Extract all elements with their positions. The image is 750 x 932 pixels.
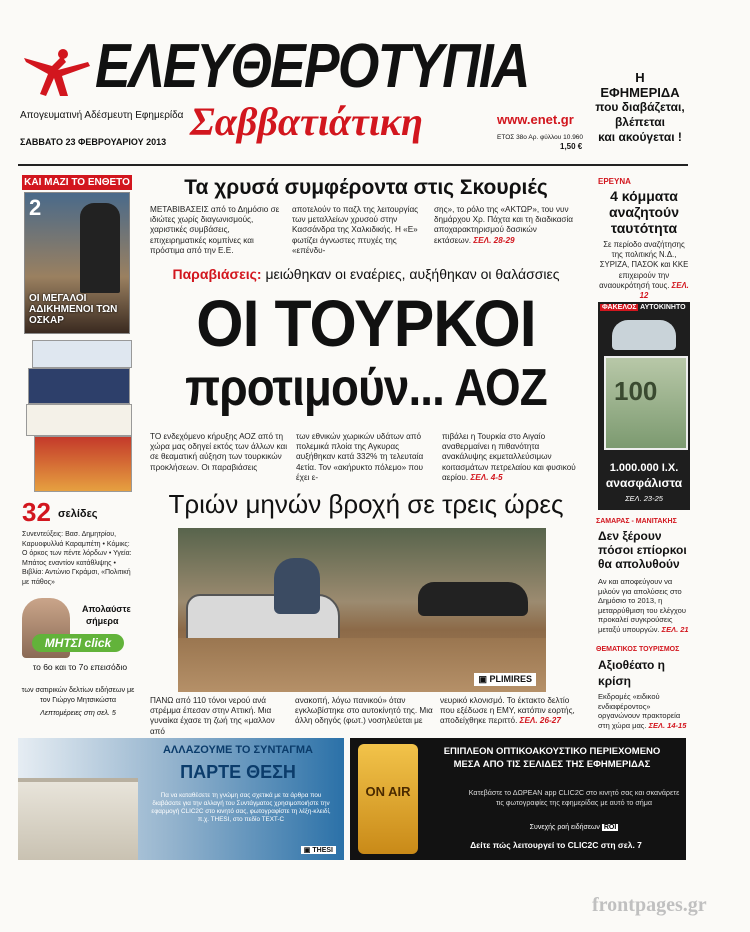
s2-title2: ανασφάλιστα	[605, 476, 683, 490]
issue-date: ΣΑΒΒΑΤΟ 23 ΦΕΒΡΟΥΑΡΙΟΥ 2013	[20, 137, 167, 147]
flood-photo	[178, 528, 546, 692]
ad1-title2: ΠΑΡΤΕ ΘΕΣΗ	[180, 762, 296, 782]
lead-kicker	[150, 265, 582, 283]
banknote	[604, 356, 688, 450]
stacked-insert-3	[26, 404, 132, 436]
click-line2: σήμερα	[86, 616, 119, 626]
insert-header: ΚΑΙ ΜΑΖΙ ΤΟ ΕΝΘΕΤΟ	[22, 175, 132, 190]
top-col1: ΜΕΤΑΒΙΒΑΣΕΙΣ από το Δημόσιο σε ιδιώτες χωρίς διαγωνισμούς, χαριστικές συμβάσεις, επιχειρηματικές κομπίνες και πρόστιμα από την Ε.Ε.	[150, 205, 280, 255]
click-line1: Απολαύστε	[82, 604, 131, 614]
insert-cover-stack	[22, 192, 134, 497]
lead-headline-1: ΟΙ ΤΟΥΡΚΟΙ	[196, 286, 536, 360]
ad-constitution	[18, 738, 344, 860]
click-logo: ΜΗΤΣΙ click	[32, 634, 124, 652]
insert-cover	[24, 192, 130, 334]
flood-dark-car	[418, 582, 528, 616]
photo-headline: Τριών μηνών βροχή σε τρεις ώρες	[168, 489, 564, 519]
ad1-tag	[301, 846, 336, 854]
s2-label-red: ΦΑΚΕΛΟΣ	[602, 304, 637, 311]
s2-title1: 1.000.000 Ι.Χ.	[609, 462, 679, 474]
onair-text: ON AIR	[365, 784, 411, 799]
tagline: Απογευματινή Αδέσμευτη Εφημερίδα	[20, 110, 184, 121]
stacked-insert-1	[32, 340, 132, 368]
lead-ref: ΣΕΛ. 4-5	[470, 472, 503, 482]
s2-label-2: ΑΥΤΟΚΙΝΗΤΟ	[640, 304, 686, 311]
onair-sign	[358, 744, 418, 854]
photo-col1: ΠΑΝΩ από 110 τόνοι νερού ανά στρέμμα έπεσαν στην Αττική. Μια γυναίκα έχασε τη ζωή της «μαλλον από	[150, 696, 275, 736]
right-s4-text	[598, 692, 690, 732]
pages-label: σελίδες	[58, 508, 98, 520]
right-s3-title: Δεν ξέρουν πόσοι επίορκοι θα απολυθούν	[598, 529, 687, 571]
lead-col3-text: πιβάλει η Τουρκία στο Αιγαίο αναθερμαίνει η πιθανότητα ανακάλυψης εκμεταλλεύσιμων κοιτασμάτων πετρελαίου και φυσικού αερίου.	[442, 432, 576, 482]
promo-line4: και ακούγεται !	[598, 130, 682, 144]
photo-col3	[440, 696, 580, 730]
insert-number: 2	[29, 195, 42, 220]
right-s1-label: ΕΡΕΥΝΑ	[598, 177, 631, 186]
kicker-text: μειώθηκαν οι εναέριες, αυξήθηκαν οι θαλάσσιες	[265, 266, 560, 282]
s2-ref: ΣΕΛ. 23-25	[625, 494, 663, 503]
lead-col3	[442, 432, 582, 482]
ad2-title1: ΕΠΙΠΛΕΟΝ ΟΠΤΙΚΟΑΚΟΥΣΤΙΚΟ ΠΕΡΙΕΧΟΜΕΝΟ	[443, 746, 661, 757]
lead-col1: ΤΟ ενδεχόμενο κήρυξης ΑΟΖ από τη χώρα μας οδηγεί εκτός των άλλων και σε θεαματική αύξηση των τουρκικών προκλήσεων. Οι παραβιάσεις	[150, 432, 288, 472]
top-headline: Τα χρυσά συμφέροντα στις Σκουριές	[184, 176, 548, 199]
photo-ref: ΣΕΛ. 26-27	[519, 716, 561, 726]
kicker-label: Παραβιάσεις:	[172, 266, 262, 282]
masthead-subtitle: Σαββατιάτικη	[190, 99, 424, 144]
promo-line1: Η ΕΦΗΜΕΡΙΔΑ	[600, 70, 680, 100]
right-s1-title: 4 κόμματα αναζητούν ταυτότητα	[608, 188, 679, 236]
car-illustration	[612, 320, 676, 350]
right-s1-body: Σε περίοδο αναζήτησης της πολιτικής Ν.Δ., ΣΥΡΙΖΑ, ΠΑΣΟΚ και ΚΚΕ επιχειρούν την αναουκρότησή τους.	[599, 240, 689, 290]
price: 1,50 €	[560, 142, 583, 151]
right-s4-ref: ΣΕΛ. 14-15	[648, 720, 687, 730]
pages-text: Συνεντεύξεις: Βασ. Δημητρίου, Καρυοφυλλιά Καραμπέτη • Κόμικς: Ο όρκος των πέντε λόρδων • Υγεία: Μπάτος εναντίον κατάθλιψης • Βιβλία: Αντώνιο Γκράμσι, «Πολιτική με πάθος»	[22, 531, 132, 586]
ad-onair	[350, 738, 686, 860]
right-s1-ref: ΣΕΛ. 12	[639, 280, 689, 301]
masthead-logo-figure	[22, 48, 94, 98]
ad2-roi-tag: ROI	[603, 824, 617, 831]
ad2-text: Κατεβάστε το ΔΩΡΕΑΝ app CLIC2C στο κινητό σας και σκανάρετε τις φωτογραφίες της εφημερίδας με αυτό το σήμα	[468, 788, 680, 807]
ad2-roi-text: Συνεχής ροή ειδήσεων	[529, 824, 600, 831]
lead-headline-2: προτιμούν... ΑΟΖ	[185, 359, 547, 417]
right-s3-label: ΣΑΜΑΡΑΣ - ΜΑΝΙΤΑΚΗΣ	[596, 518, 677, 525]
right-s1-text	[598, 240, 690, 301]
ad2-roi	[468, 824, 680, 831]
clic-icon: ▣	[303, 847, 311, 854]
click-episodes: το 6ο και το 7ο επεισόδιο	[32, 662, 128, 672]
charlie-figure	[80, 203, 120, 293]
lead-col2: των εθνικών χωρικών υδάτων από πολεμικά πλοία της Αγκυρας αυξήθηκαν κατά 332% τη τελευταία 4ετία. Τον «ακήρυκτο πόλεμο» που έχει ε-	[296, 432, 424, 482]
photo-credit	[474, 673, 536, 686]
s2-label	[600, 304, 686, 311]
masthead-title: ΕΛΕΥΘΕΡΟΤΥΠΙΑ	[95, 32, 529, 101]
right-s4-body: Εκδρομές «ειδικού ενδιαφέροντος» οργανώνουν πρακτορεία στη χώρα μας.	[598, 692, 681, 730]
parliament-building	[18, 778, 138, 860]
top-col2: αποτελούν το παζλ της λειτουργίας των μεταλλείων χρυσού στην Κασσάνδρα της Χαλκιδικής. Η «Ε» φωτίζει άγνωστες πτυχές της «επένδυ-	[292, 205, 419, 255]
camera-icon: ▣	[478, 674, 487, 684]
ad1-title1: ΑΛΛΑΖΟΥΜΕ ΤΟ ΣΥΝΤΑΓΜΑ	[162, 744, 313, 756]
photo-col3-text: νευρικό κλονισμό. Το έκτακτο δελτίο που εξέδωσε η ΕΜΥ, κατόπιν εορτής, αποδείχθηκε περιττό.	[440, 696, 575, 726]
insert-cover-text: ΟΙ ΜΕΓΑΛΟΙ ΑΔΙΚΗΜΕΝΟΙ ΤΩΝ ΟΣΚΑΡ	[29, 293, 118, 326]
car-feature	[598, 302, 690, 510]
banknote-value: 100	[614, 376, 658, 406]
top-col3	[434, 205, 574, 249]
click-text: των σατιρικών δελτίων ειδήσεων με τον Γιώργο Μητσικώστα	[21, 685, 135, 704]
pages-count: 32	[22, 497, 51, 527]
click-ref: Λεπτομέρειες στη σελ. 5	[40, 708, 116, 717]
right-s3-ref: ΣΕΛ. 21	[661, 624, 689, 634]
promo-box	[594, 70, 686, 145]
ad1-text: Πα να καταθέσετε τη γνώμη σας σχετικά με τα άρθρα που διαβάσατε για την αλλαγή του Συντάγματος χρησιμοποιήστε την εφαρμογή CLIC2C στο κινητό σας, φωτογραφίστε τη λέξη-κλειδί, π.χ. THESI, στο πεδίο TEXT-C	[151, 792, 331, 823]
promo-line2: που διαβάζεται,	[595, 100, 685, 114]
issue-number: ΕΤΟΣ 38ο Αρ. φύλλου 10.960	[497, 134, 584, 141]
website: www.enet.gr	[497, 112, 574, 127]
flood-rescuer	[274, 558, 320, 614]
ad1-tag-text: THESI	[312, 847, 333, 854]
ad2-footer: Δείτε πώς λειτουργεί το CLIC2C στη σελ. 7	[470, 840, 642, 850]
ad2-title2: ΜΕΣΑ ΑΠΟ ΤΙΣ ΣΕΛΙΔΕΣ ΤΗΣ ΕΦΗΜΕΡΙΔΑΣ	[453, 759, 651, 770]
photo-credit-text: PLIMIRES	[489, 674, 532, 684]
right-s3-text	[598, 577, 690, 641]
top-ref: ΣΕΛ. 28-29	[473, 235, 515, 245]
right-s4-label: ΘΕΜΑΤΙΚΟΣ ΤΟΥΡΙΣΜΟΣ	[596, 646, 680, 653]
photo-col2: ανακοπή, λόγω πανικού» όταν εγκλωβίστηκε στο αυτοκίνητό της. Μια άλλη οδηγός (φωτ.) νοσηλεύεται με	[295, 696, 433, 726]
promo-line3: βλέπεται	[614, 115, 666, 129]
stacked-insert-2	[28, 368, 130, 404]
stacked-insert-4	[34, 436, 132, 492]
watermark: frontpages.gr	[592, 894, 707, 916]
top-col3-text: σης», το ρόλο της «ΑΚΤΩΡ», του νυν δημάρχου Χρ. Πάχτα και τη διαδικασία αποχαρακτηρισμού δασικών εκτάσεων.	[434, 205, 574, 245]
masthead-rule	[18, 164, 688, 166]
right-s3-body: Αν και αποφεύγουν να μιλούν για απολύσεις στο Δημόσιο το 2013, η μεταρρύθμιση του ελέγχου προκαλεί συγκρούσεις μεταξύ υπουργών.	[598, 577, 686, 634]
right-s4-title: Αξιοθέατο η κρίση	[598, 658, 665, 688]
